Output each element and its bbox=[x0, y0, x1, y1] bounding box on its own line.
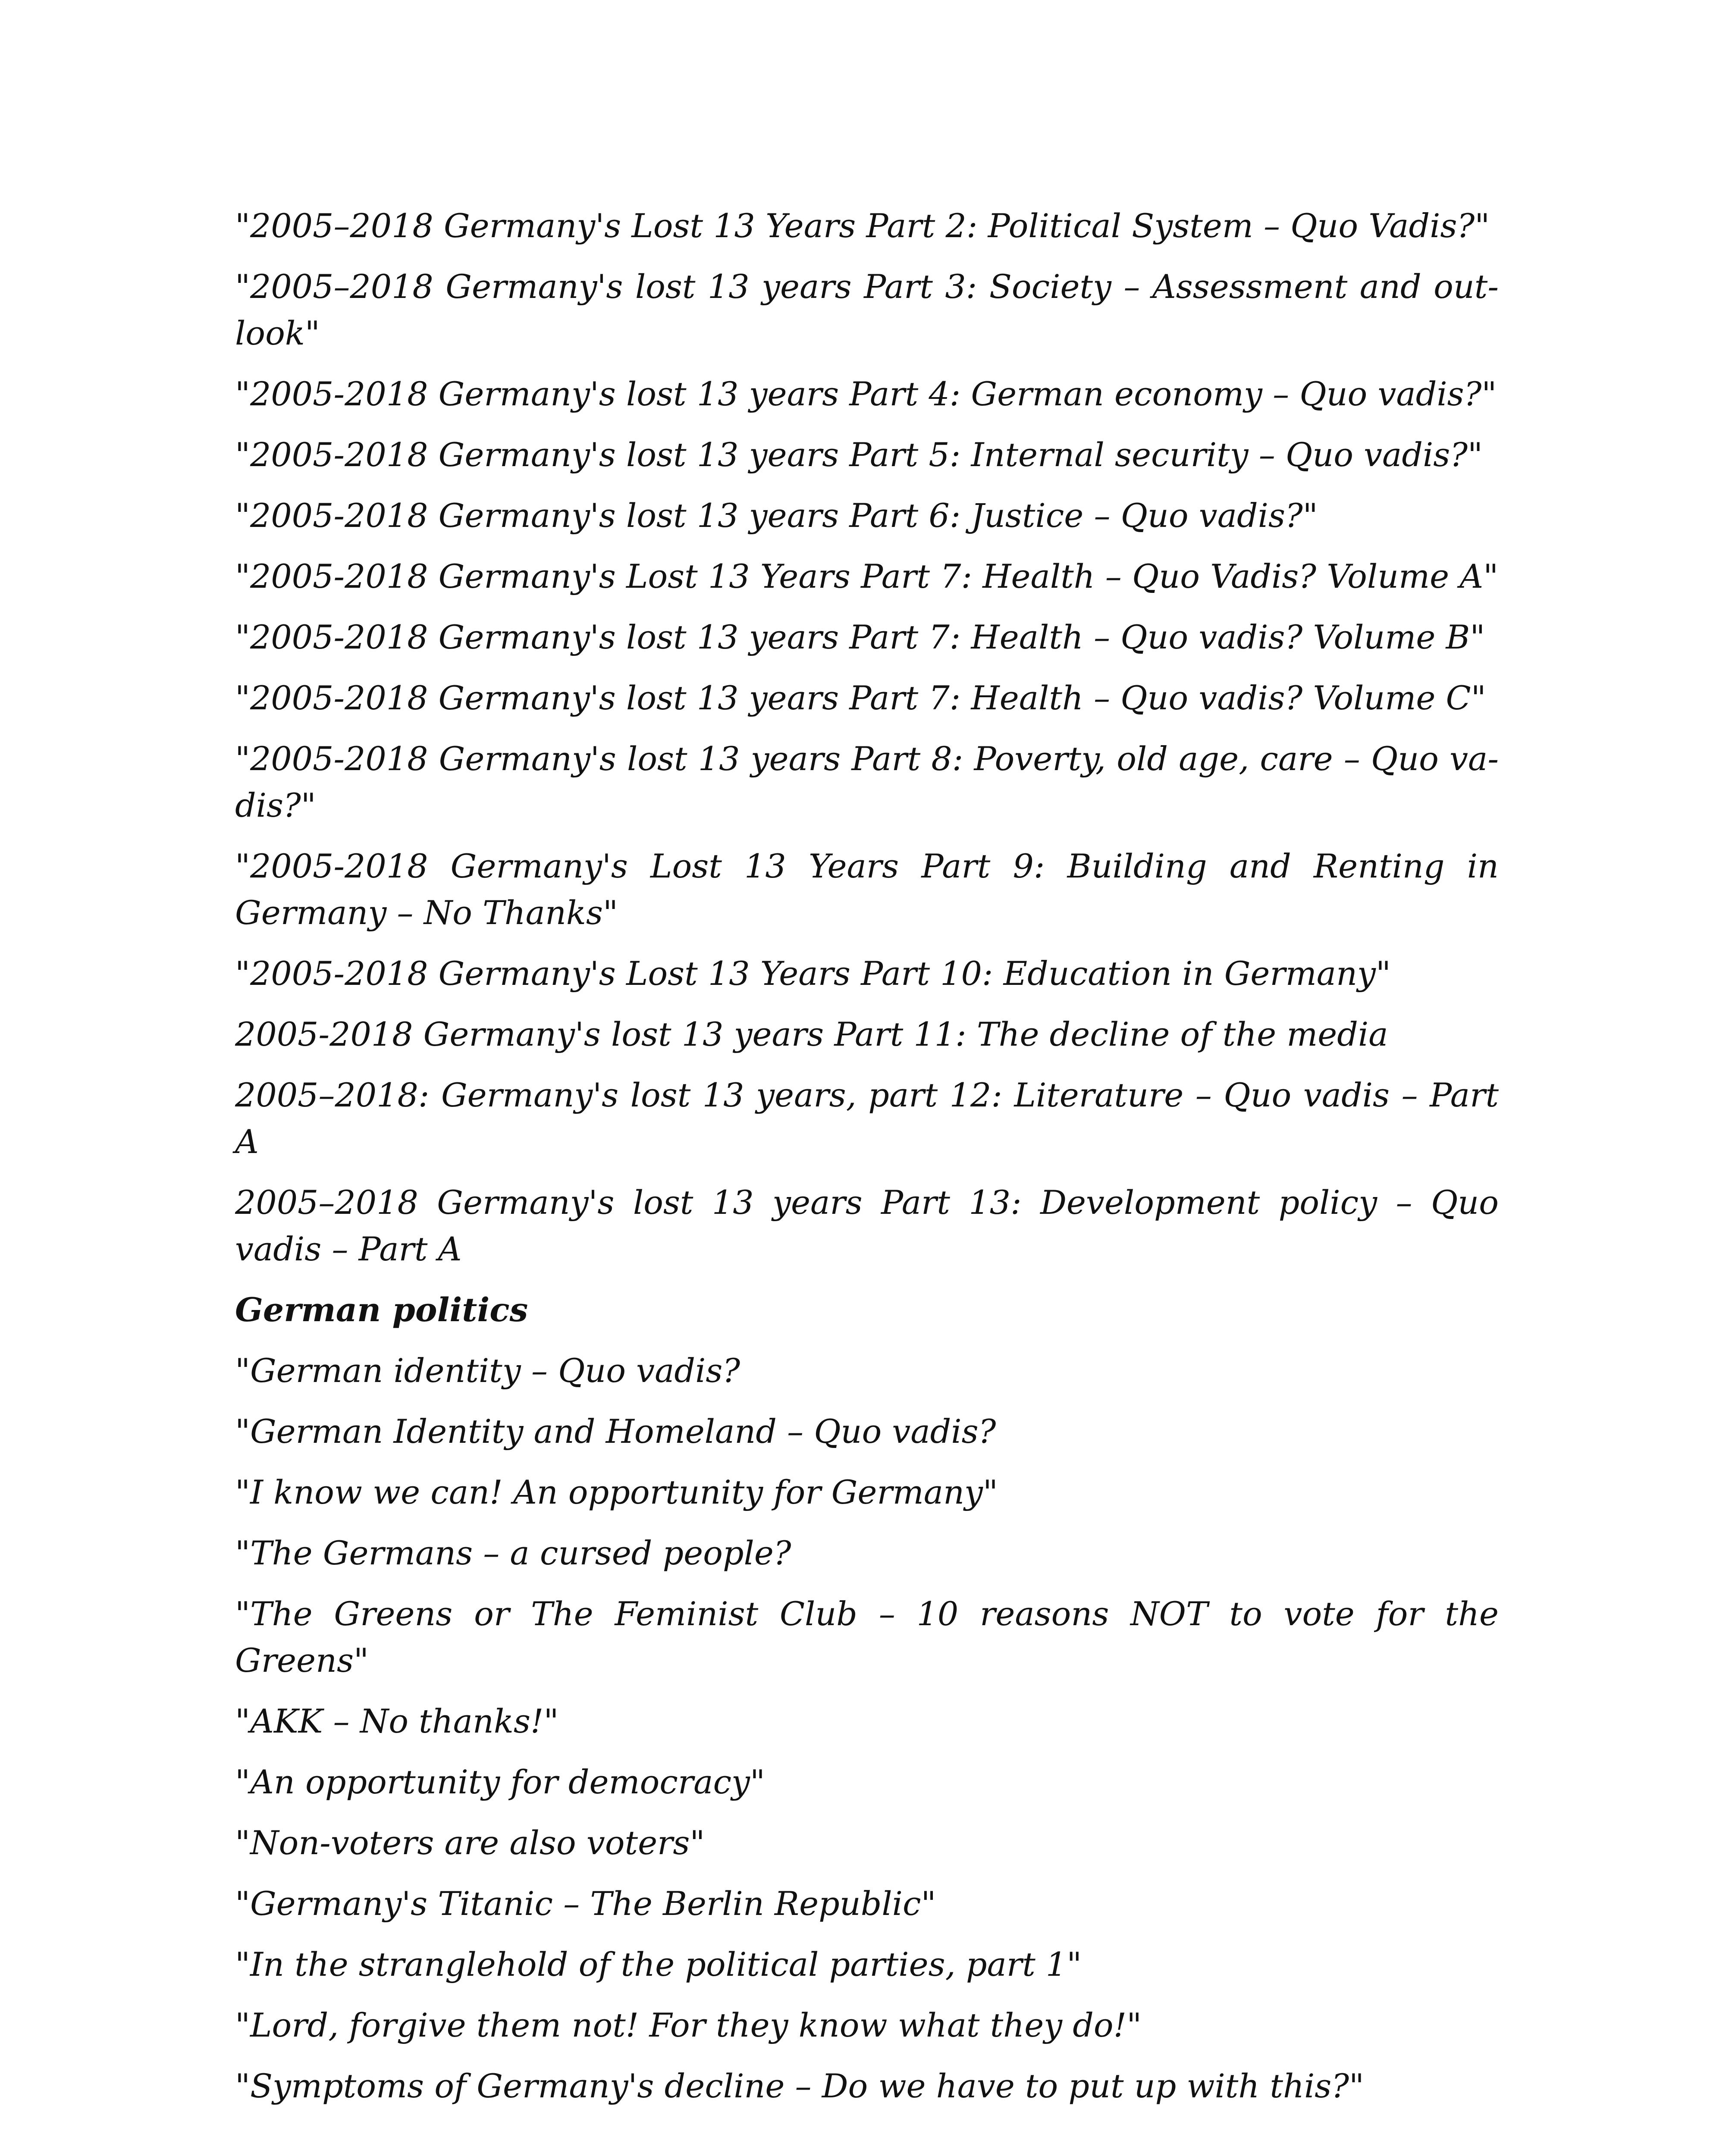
series-entry-part-3: "2005–2018 Germany's lost 13 years Part 3: Society – Assessment and out-look" bbox=[235, 267, 1499, 352]
politics-entry: "Non-voters are also voters" bbox=[235, 1824, 705, 1862]
politics-entry: "German identity – Quo vadis? bbox=[235, 1351, 740, 1390]
politics-entry: "Symptoms of Germany's decline – Do we have to put up with this?" bbox=[235, 2067, 1364, 2105]
series-entry-part-4: "2005-2018 Germany's lost 13 years Part 4: German economy – Quo vadis?" bbox=[235, 375, 1497, 413]
series-entry-part-12: 2005–2018: Germany's lost 13 years, part 12: Literature – Quo vadis – Part A bbox=[235, 1076, 1499, 1161]
series-entry-part-7c: "2005-2018 Germany's lost 13 years Part 7: Health – Quo vadis? Volume C" bbox=[235, 679, 1486, 717]
series-entry-part-2: "2005–2018 Germany's Lost 13 Years Part 2: Political System – Quo Vadis?" bbox=[235, 207, 1490, 245]
series-entry-part-8: "2005-2018 Germany's lost 13 years Part 8: Poverty, old age, care – Quo va-dis?" bbox=[235, 740, 1499, 824]
politics-entry: "German Identity and Homeland – Quo vadis? bbox=[235, 1412, 996, 1451]
politics-entry: "An opportunity for democracy" bbox=[235, 1763, 765, 1801]
section-heading: German politics bbox=[235, 1291, 528, 1329]
politics-entry: "The Greens or The Feminist Club – 10 reasons NOT to vote for the Greens" bbox=[235, 1595, 1499, 1680]
series-entry-part-11: 2005-2018 Germany's lost 13 years Part 11: The decline of the media bbox=[235, 1015, 1388, 1053]
page-content bbox=[235, 203, 1499, 2124]
series-entry-part-10: "2005-2018 Germany's Lost 13 Years Part 10: Education in Germany" bbox=[235, 954, 1391, 993]
series-entry-part-6: "2005-2018 Germany's lost 13 years Part 6: Justice – Quo vadis?" bbox=[235, 496, 1318, 535]
politics-entry: "Germany's Titanic – The Berlin Republic" bbox=[235, 1884, 936, 1923]
politics-entry: "I know we can! An opportunity for Germany" bbox=[235, 1473, 998, 1511]
series-entry-part-13: 2005–2018 Germany's lost 13 years Part 13: Development policy – Quo vadis – Part A bbox=[235, 1183, 1499, 1268]
series-entry-part-9: "2005-2018 Germany's Lost 13 Years Part 9: Building and Renting in Germany – No Thanks" bbox=[235, 847, 1499, 932]
politics-entry: "In the stranglehold of the political parties, part 1" bbox=[235, 1945, 1082, 1984]
series-entry-part-7b: "2005-2018 Germany's lost 13 years Part 7: Health – Quo vadis? Volume B" bbox=[235, 618, 1485, 656]
politics-entry: "The Germans – a cursed people? bbox=[235, 1534, 791, 1572]
politics-entry: "Lord, forgive them not! For they know what they do!" bbox=[235, 2006, 1142, 2044]
series-entry-part-7a: "2005-2018 Germany's Lost 13 Years Part 7: Health – Quo Vadis? Volume A" bbox=[235, 557, 1499, 595]
politics-entry: "AKK – No thanks!" bbox=[235, 1702, 559, 1740]
series-entry-part-5: "2005-2018 Germany's lost 13 years Part 5: Internal security – Quo vadis?" bbox=[235, 436, 1483, 474]
